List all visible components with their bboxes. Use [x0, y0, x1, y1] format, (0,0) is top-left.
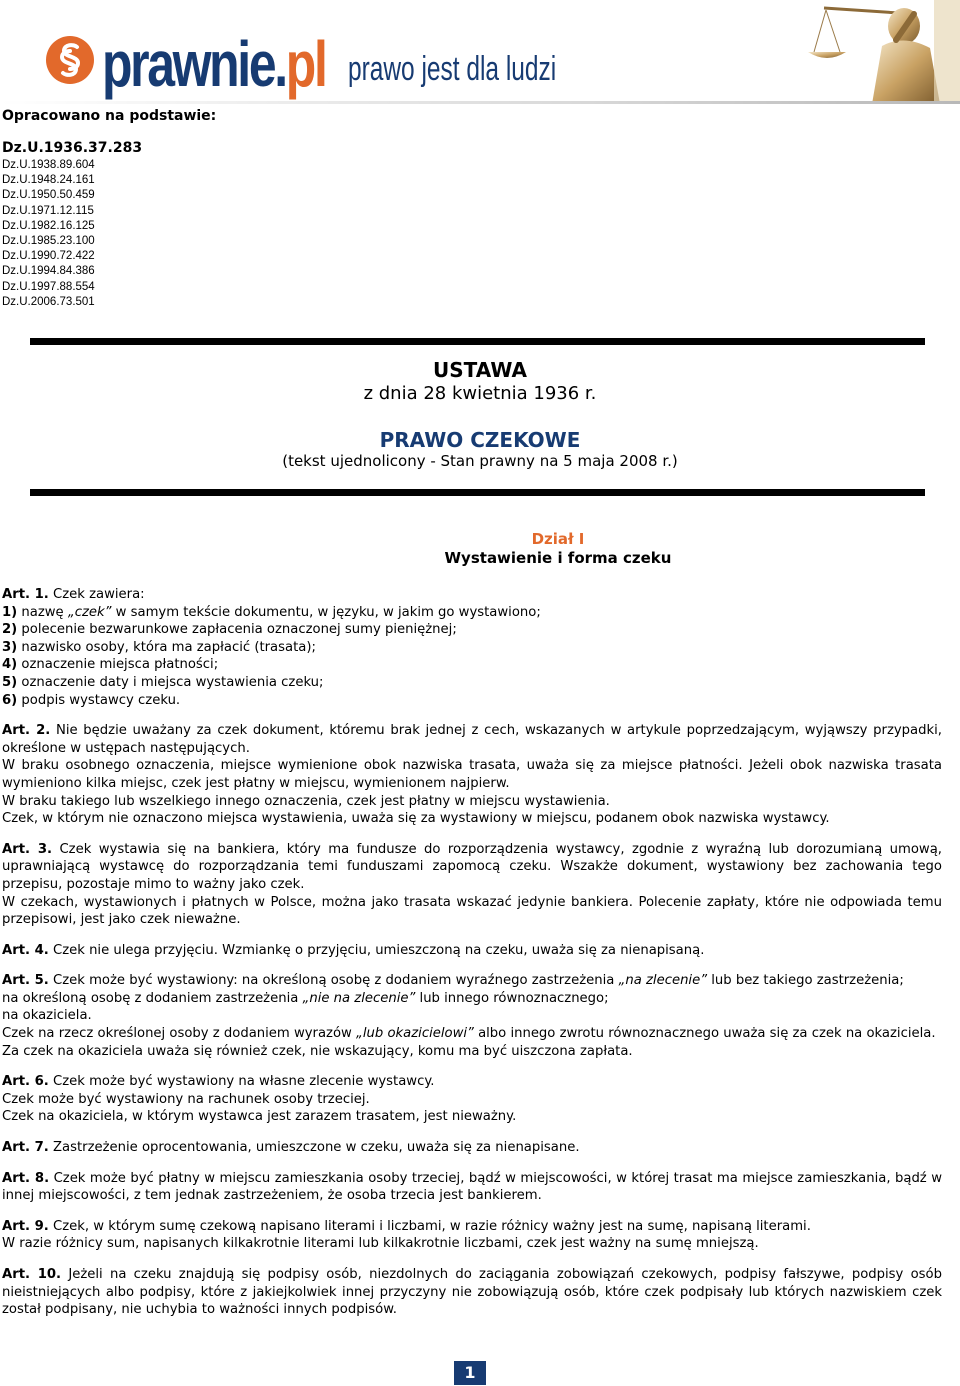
site-header: [0, 0, 960, 104]
article-text: Czek nie ulega przyjęciu. Wzmiankę o przyjęciu, umieszczoną na czeku, uważa się za nienapisaną.: [48, 942, 705, 958]
act-date: z dnia 28 kwietnia 1936 r.: [363, 383, 597, 404]
item-emphasis: „czek”: [67, 604, 112, 620]
article-text: na określoną osobę z dodaniem zastrzeżenia: [2, 990, 303, 1006]
item-text: nazwę: [17, 604, 68, 620]
article-4: [2, 942, 942, 960]
article-9: [2, 1218, 942, 1253]
basis-main-ref: Dz.U.1936.37.283: [2, 140, 143, 156]
amendment-ref: Dz.U.1982.16.125: [2, 219, 95, 232]
article-paragraph: [2, 990, 942, 1008]
article-8: [2, 1170, 942, 1205]
article-emphasis: „na zlecenie”: [618, 973, 708, 989]
amendment-ref: Dz.U.1997.88.554: [2, 280, 95, 293]
article-2: [2, 722, 942, 828]
article-label: Art. 5.: [2, 973, 49, 989]
division-title: Wystawienie i forma czeku: [444, 549, 672, 567]
item-number: 4): [2, 657, 18, 673]
article-text: albo innego zwrotu równoznacznego uważa się za czek na okaziciela.: [473, 1026, 936, 1042]
item-number: 5): [2, 674, 18, 690]
article-label: Art. 1.: [2, 587, 49, 602]
item-text: oznaczenie daty i miejsca wystawienia czeku;: [17, 674, 324, 690]
title-bottom-rule: [30, 489, 925, 496]
article-label: Art. 8.: [2, 1170, 50, 1186]
article-text: lub bez takiego zastrzeżenia;: [707, 973, 904, 989]
list-item: [2, 621, 942, 639]
page-number: 1: [454, 1361, 486, 1385]
article-text: Nie będzie uważany za czek dokument, któremu brak jednej z cech, wskazanych w artykule poprzedzającym, wyjąwszy przypadki, określone w ustępach następujących.: [2, 723, 942, 756]
article-label: Art. 10.: [2, 1267, 62, 1282]
section-sign-logo-icon: [44, 34, 96, 86]
article-paragraph: W razie różnicy sum, napisanych kilkakrotnie literami lub kilkakrotnie liczbami, czek jest ważny na sumę mniejszą.: [2, 1236, 759, 1252]
article-paragraph: W czekach, wystawionych i płatnych w Polsce, można jako trasata wskazać jedynie bankiera. Polecenie zapłaty, które nie odpowiada temu przepisowi, jest jako czek nieważne.: [2, 894, 942, 928]
article-emphasis: „lub okazicielowi”: [356, 1026, 474, 1042]
item-number: 6): [2, 692, 18, 708]
article-paragraph: Czek na okaziciela, w którym wystawca jest zarazem trasatem, jest nieważny.: [2, 1109, 517, 1125]
item-text: nazwisko osoby, która ma zapłacić (trasata);: [17, 639, 316, 655]
article-paragraph: W braku osobnego oznaczenia, miejsce wymienione obok nazwiska trasata, uważa się za miejsce płatności. Jeżeli obok nazwiska trasata wymieniono kilka miejsc, czek jest płatny w miejscu, wymienionem najpierw.: [2, 758, 942, 791]
amendment-ref: Dz.U.1971.12.115: [2, 204, 94, 217]
article-paragraph: W braku takiego lub wszelkiego innego oznaczenia, czek jest płatny w miejscu wystawienia.: [2, 793, 610, 809]
logo-wordmark: prawnie.pl: [102, 28, 326, 100]
article-text: Zastrzeżenie oprocentowania, umieszczone w czeku, uważa się za nienapisane.: [48, 1140, 580, 1156]
article-text: Czek zawiera:: [48, 587, 145, 602]
amendment-ref: Dz.U.1990.72.422: [2, 250, 95, 263]
basis-heading: Opracowano na podstawie:: [2, 108, 217, 124]
article-text: Czek na rzecz określonej osoby z dodaniem wyrazów: [2, 1026, 357, 1042]
article-text: Jeżeli na czeku znajdują się podpisy osób, niezdolnych do zaciągania zobowiązań czekowych, podpisy fałszywe, podpisy osób nieistniejących albo podpisy, które z jakiejkolwiek innej przyczyny nie zobowiązują osób, które czek podpisały lub których nazwiskiem czek został podpisany, nie uchybia to ważności innych podpisów.: [2, 1267, 942, 1318]
list-item: [2, 639, 942, 657]
article-emphasis: „nie na zlecenie”: [302, 990, 416, 1006]
article-label: Art. 3.: [2, 841, 53, 857]
list-item: [2, 656, 942, 674]
amendment-ref: Dz.U.1985.23.100: [2, 235, 95, 248]
article-1: [2, 586, 942, 709]
item-number: 2): [2, 622, 18, 638]
article-3: [2, 841, 942, 929]
article-label: Art. 7.: [2, 1140, 49, 1156]
article-paragraph: Za czek na okaziciela uważa się również czek, nie wskazujący, komu ma być uiszczona zapłata.: [2, 1043, 633, 1059]
article-text: Czek może być płatny w miejscu zamieszkania osoby trzeciej, bądź w miejscowości, w której trasat ma miejsce zamieszkania, bądź w innej miejscowości, z tem jednak zastrzeżeniem, że osoba trzecia jest bankierem.: [2, 1170, 942, 1204]
list-item: [2, 674, 942, 692]
article-label: Art. 6.: [2, 1074, 49, 1090]
division-number: Dział I: [531, 530, 585, 548]
amendment-ref: Dz.U.1994.84.386: [2, 265, 95, 278]
amendments-list: [2, 158, 95, 310]
article-label: Art. 4.: [2, 942, 49, 958]
article-text: lub innego równoznacznego;: [415, 990, 609, 1006]
item-text: oznaczenie miejsca płatności;: [17, 657, 219, 673]
item-text: podpis wystawcy czeku.: [17, 692, 181, 708]
amendment-ref: Dz.U.2006.73.501: [2, 295, 95, 308]
article-text: Czek, w którym sumę czekową napisano literami i liczbami, w razie różnicy ważny jest na sumę, napisaną literami.: [48, 1218, 811, 1234]
articles-body: [2, 586, 942, 1332]
article-paragraph: [2, 1025, 942, 1043]
site-logo[interactable]: [44, 18, 389, 100]
act-type: USTAWA: [433, 358, 527, 382]
article-label: Art. 2.: [2, 723, 51, 739]
item-number: 1): [2, 604, 18, 620]
title-top-rule: [30, 338, 925, 345]
justice-statue-icon: [764, 0, 960, 104]
site-tagline: prawo jest dla ludzi: [348, 50, 557, 88]
article-paragraph: na okaziciela.: [2, 1008, 92, 1024]
item-text: polecenie bezwarunkowe zapłacenia oznaczonej sumy pieniężnej;: [17, 622, 457, 638]
amendment-ref: Dz.U.1938.89.604: [2, 159, 95, 171]
act-status: (tekst ujednolicony - Stan prawny na 5 maja 2008 r.): [282, 452, 678, 470]
item-number: 3): [2, 639, 18, 655]
article-text: Czek wystawia się na bankiera, który ma fundusze do rozporządzenia wystawcy, zgodnie z wyraźną lub dorozumianą umową, uprawniającą wystawcę do rozporządzania temi funduszami zapomocą czeku. Wszakże dokument, wystawiony bez zachowania tego przepisu, pozostaje mimo to ważny jako czek.: [2, 841, 942, 892]
article-7: [2, 1139, 942, 1157]
article-paragraph: Czek, w którym nie oznaczono miejsca wystawienia, uważa się za wystawiony w miejscu, podanem obok nazwiska wystawcy.: [2, 811, 830, 827]
article-label: Art. 9.: [2, 1218, 49, 1234]
amendment-ref: Dz.U.1948.24.161: [2, 174, 95, 187]
list-item: [2, 604, 942, 622]
article-paragraph: Czek może być wystawiony na rachunek osoby trzeciej.: [2, 1091, 370, 1107]
article-text: Czek może być wystawiony na własne zlecenie wystawcy.: [48, 1074, 435, 1090]
article-6: [2, 1073, 942, 1126]
article-text: Czek może być wystawiony: na określoną osobę z dodaniem wyraźnego zastrzeżenia: [48, 973, 619, 989]
list-item: [2, 692, 942, 710]
item-text: w samym tekście dokumentu, w języku, w jakim go wystawiono;: [111, 604, 541, 620]
act-name: PRAWO CZEKOWE: [379, 428, 581, 452]
article-10: [2, 1266, 942, 1319]
article-5: [2, 972, 942, 1060]
amendment-ref: Dz.U.1950.50.459: [2, 189, 95, 202]
header-divider: [0, 101, 960, 104]
